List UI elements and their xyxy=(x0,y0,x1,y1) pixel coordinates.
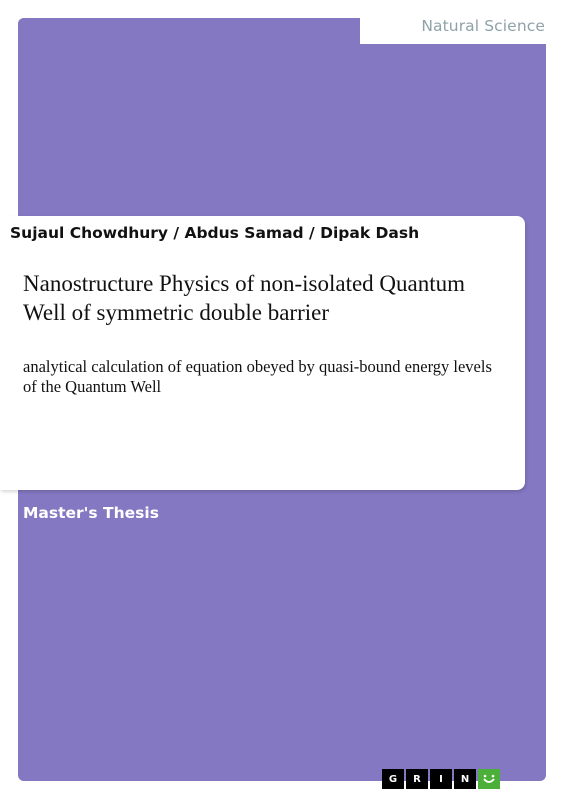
cover-tab xyxy=(18,18,360,58)
book-subtitle: analytical calculation of equation obeyed by quasi-bound energy levels of the Quantum Well xyxy=(23,357,492,396)
grin-logo xyxy=(382,769,500,789)
thesis-type: Master's Thesis xyxy=(23,504,159,522)
book-title: Nanostructure Physics of non-isolated Quantum Well of symmetric double barrier xyxy=(23,271,466,325)
authors: Sujaul Chowdhury / Abdus Samad / Dipak Dash xyxy=(10,224,420,242)
grin-letter-n: N xyxy=(454,769,476,789)
title-card xyxy=(0,216,525,490)
grin-letter-i: I xyxy=(430,769,452,789)
category-label: Natural Science xyxy=(421,17,545,35)
grin-letter-r: R xyxy=(406,769,428,789)
grin-letter-g: G xyxy=(382,769,404,789)
smile-icon xyxy=(478,769,500,789)
